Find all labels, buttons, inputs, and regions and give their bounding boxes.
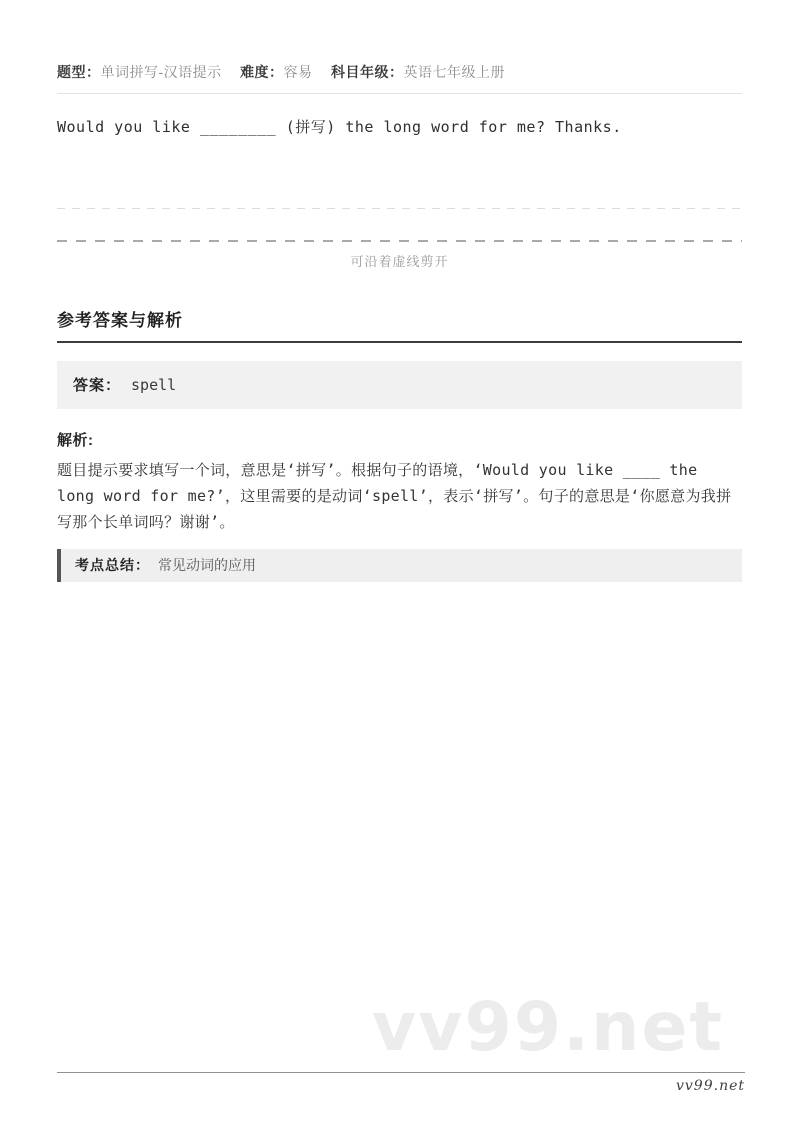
footer-site-name: vv99.net [675, 1078, 745, 1094]
answer-box [57, 361, 742, 409]
key-point-summary-label: 考点总结： [75, 557, 150, 573]
key-point-summary-value: 常见动词的应用 [158, 557, 256, 573]
meta-difficulty-label: 难度： [240, 64, 284, 80]
analysis-block [57, 431, 742, 535]
analysis-text: 题目提示要求填写一个词，意思是‘拼写’。根据句子的语境，‘Would you like ____ the long word for me?’，这里需要的是动词‘spell’，表示‘拼写’。句子的意思是‘你愿意为我拼写那个长单词吗？谢谢’。 [57, 461, 732, 531]
meta-subject-grade-value: 英语七年级上册 [403, 64, 505, 80]
meta-subject-grade [331, 64, 505, 80]
question-meta-row [57, 0, 742, 81]
meta-difficulty-value: 容易 [283, 64, 313, 80]
cut-line-light [57, 208, 742, 209]
meta-question-type-label: 题型： [57, 64, 101, 80]
question-text: Would you like ________ (拼写) the long word for me? Thanks. [57, 118, 622, 136]
answer-value: spell [131, 376, 177, 394]
meta-question-type [57, 64, 222, 80]
answer-section-heading: 参考答案与解析 [57, 306, 742, 343]
key-point-summary-box [57, 549, 742, 582]
answer-label: 答案： [73, 377, 122, 394]
meta-subject-grade-label: 科目年级： [330, 64, 404, 80]
meta-question-type-value: 单词拼写-汉语提示 [100, 64, 222, 80]
cut-hint-text: 可沿着虚线剪开 [350, 254, 449, 269]
cut-line-dark [57, 240, 742, 242]
site-watermark: vv99.net [371, 988, 724, 1067]
meta-divider [57, 93, 742, 94]
meta-difficulty [240, 64, 313, 80]
page-footer [57, 1072, 745, 1095]
analysis-label: 解析: [57, 432, 94, 449]
